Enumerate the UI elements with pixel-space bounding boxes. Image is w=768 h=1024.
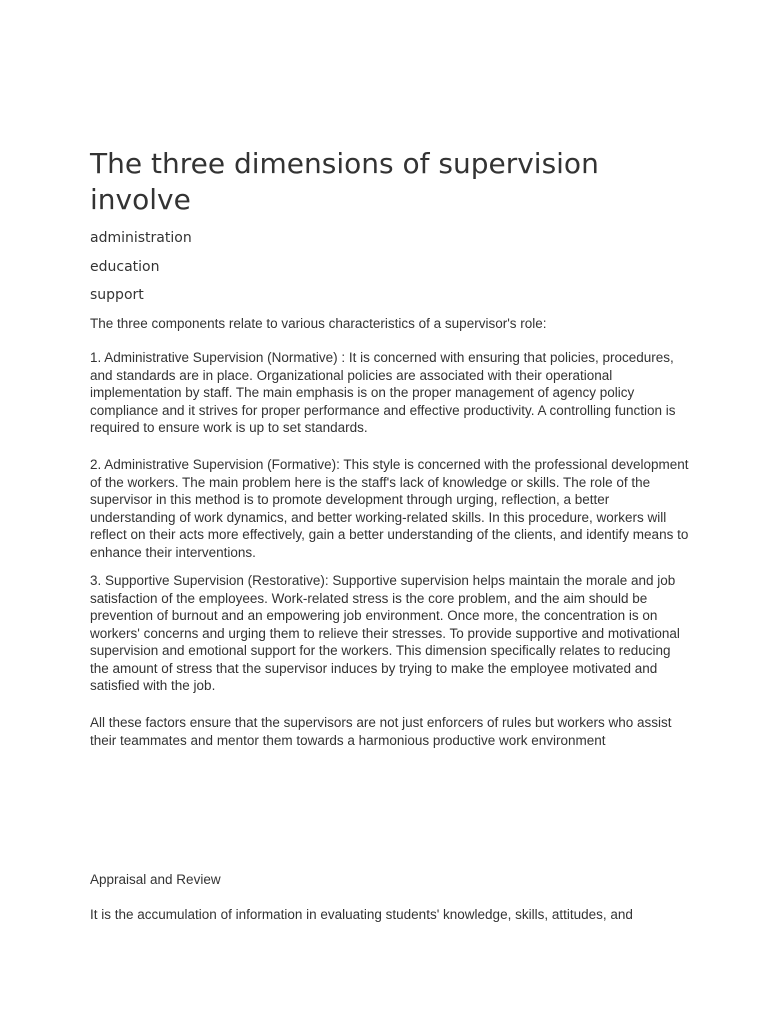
section-heading: Appraisal and Review <box>90 872 221 887</box>
option-education: education <box>90 259 160 275</box>
section-text: It is the accumulation of information in evaluating students' knowledge, skills, attitudes, and <box>90 907 633 922</box>
paragraph-conclusion: All these factors ensure that the supervisors are not just enforcers of rules but workers who assist their teammates and mentor them towards a harmonious productive work environment <box>90 715 672 748</box>
paragraph-formative: 2. Administrative Supervision (Formative): This style is concerned with the professional development of the workers. The main problem here is the staff's lack of knowledge or skills. The role of the supervisor in this method is to promote development through urging, reflection, a better understanding of work dynamics, and better working-related skills. In this procedure, workers will reflect on their acts more effectively, gain a better understanding of the clients, and identify means to enhance their interventions. <box>90 457 689 560</box>
option-support: support <box>90 287 144 303</box>
question-title: The three dimensions of supervision involve <box>90 147 599 216</box>
paragraph-normative: 1. Administrative Supervision (Normative) : It is concerned with ensuring that policies, procedures, and standards are in place. Organizational policies are associated with their operational implementation by staff. The main emphasis is on the proper management of agency policy compliance and it strives for proper performance and effective productivity. A controlling function is required to ensure work is up to set standards. <box>90 350 676 435</box>
option-administration: administration <box>90 230 192 246</box>
intro-text: The three components relate to various characteristics of a supervisor's role: <box>90 316 547 331</box>
paragraph-restorative: 3. Supportive Supervision (Restorative): Supportive supervision helps maintain the morale and job satisfaction of the employees. Work-related stress is the core problem, and the aim should be prevention of burnout and an empowering job environment. Once more, the concentration is on workers' concerns and urging them to relieve their stresses. To provide supportive and motivational supervision and emotional support for the workers. This dimension specifically relates to reducing the amount of stress that the supervisor induces by trying to make the employee motivated and satisfied with the job. <box>90 573 680 693</box>
